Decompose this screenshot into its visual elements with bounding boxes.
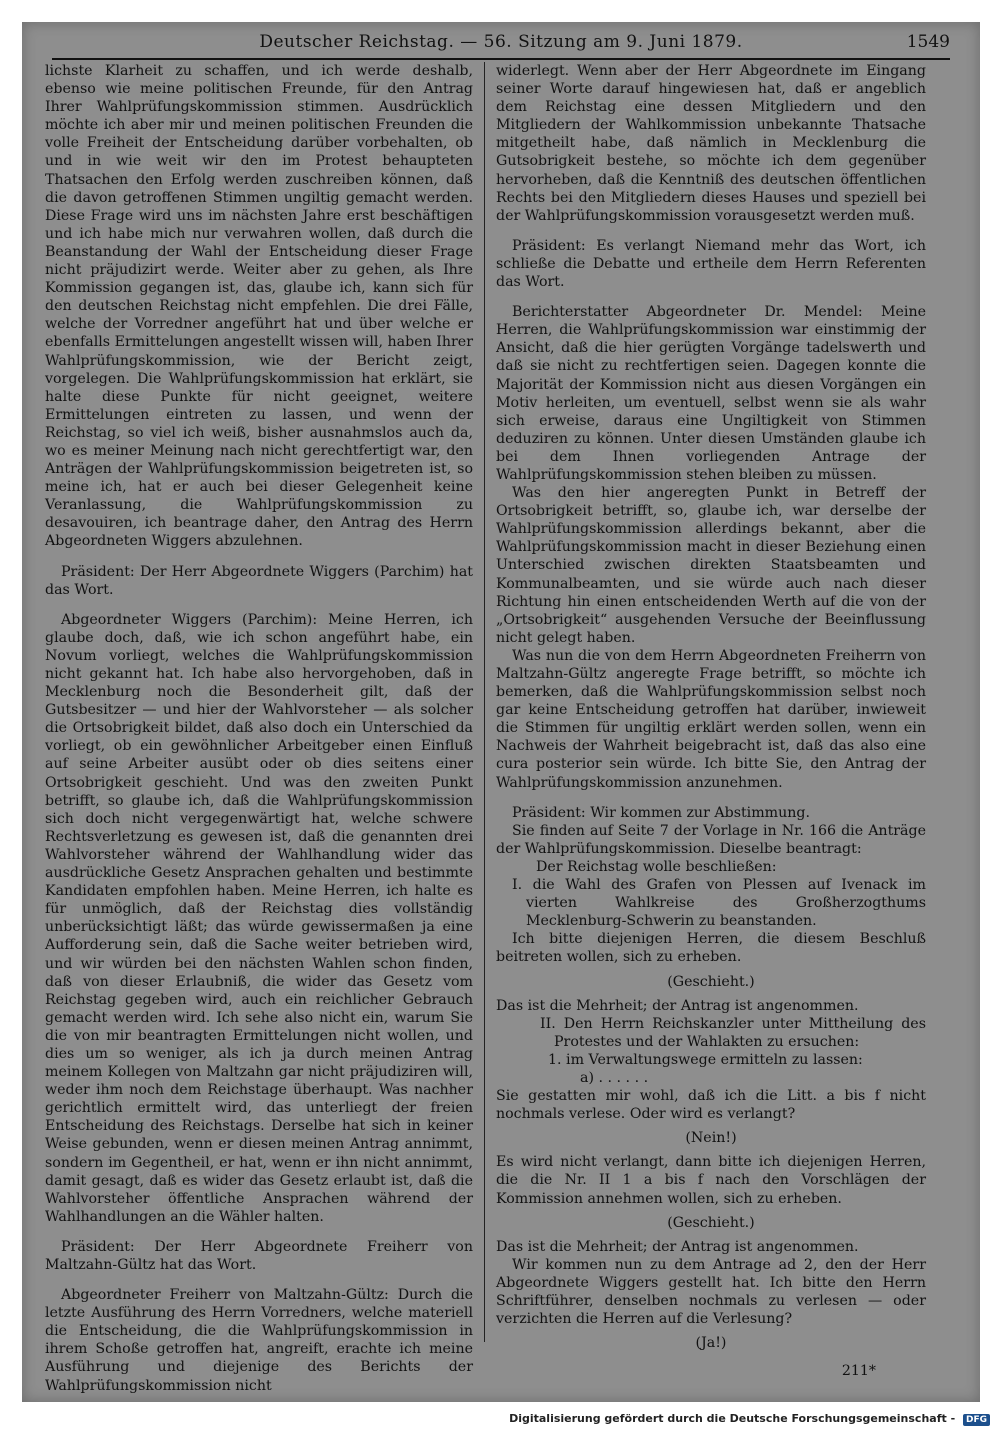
digitization-footer xyxy=(0,1412,990,1426)
signature-mark: 211* xyxy=(841,1363,876,1380)
paragraph: Ich bitte diejenigen Herren, die diesem Beschluß beitreten wollen, sich zu erheben. xyxy=(496,931,926,966)
speaker-paragraph: Abgeordneter Wiggers (Parchim): Meine Herren, ich glaube doch, daß, wie ich schon angeführt habe, ein Novum vorliegt, welches die Wahlprüfungskommission nicht gekannt hat. Ich habe also hervorgehoben, daß in Mecklenburg noch die Besonderheit gilt, daß der Gutsbesitzer — und hier der Wahlvorsteher — als solcher die Ortsobrigkeit bildet, daß also doch ein Unterschied da vorliegt, ob ein gewöhnlicher Arbeitgeber einen Einfluß auf seine Arbeiter ausübt oder ob dies seitens einer Ortsobrigkeit geschieht. Und was den zweiten Punkt betrifft, so glaube ich, daß die Wahlprüfungskommission sich doch nicht vergegenwärtigt hat, welche schwere Rechtsverletzung es gewesen ist, daß die genannten drei Wahlvorsteher während der Wahlhandlung wider das ausdrückliche Gesetz Ansprachen gehalten und bestimmte Kandidaten empfohlen haben. Meine Herren, ich halte es für unmöglich, daß der Reichstag dies vollständig unberücksichtigt läßt; das würde gewissermaßen ja eine Aufforderung sein, daß die Sache weiter betrieben wird, und wir würden bei den nächsten Wahlen schon finden, daß von dieser Erlaubniß, die wider das Gesetz vom Reichstag gegeben wird, auch ein reichlicher Gebrauch gemacht werden wird. Ich sehe also nicht ein, warum Sie die von mir beantragten Ermittelungen nicht wollen, und dies um so weniger, als ich ja durch meinen Antrag meinem Kollegen von Maltzahn gar nicht präjudiziren will, weder ihm noch dem Reichstage überhaupt. Was nachher gerichtlich ermittelt wird, das unterliegt der freien Entscheidung des Reichstags. Derselbe hat sich in keiner Weise gebunden, wenn er diesen meinen Antrag annimmt, sondern im Gegentheil, er hat, wenn er ihn nicht annimmt, damit gesagt, daß es wider das Gesetz erlaubt ist, daß die Wahlvorsteher öffentliche Ansprachen während der Wahlhandlungen an die Wähler halten. xyxy=(45,611,473,1225)
paragraph: Das ist die Mehrheit; der Antrag ist angenommen. xyxy=(496,1238,859,1255)
paragraph: Wir kommen nun zu dem Antrage ad 2, den der Herr Abgeordnete Wiggers gestellt hat. Ich bitte den Herrn Schriftführer, denselben nochmals zu verlesen — oder verzichten die Herren auf die Verlesung? xyxy=(496,1256,926,1328)
stage-direction: (Geschieht.) xyxy=(667,973,755,990)
proposal-subitem: 1. im Verwaltungswege ermitteln zu lassen: xyxy=(548,1051,863,1068)
stage-direction: (Nein!) xyxy=(685,1130,737,1147)
paragraph: Das ist die Mehrheit; der Antrag ist angenommen. xyxy=(496,997,859,1014)
paragraph: Sie finden auf Seite 7 der Vorlage in Nr. 166 die Anträge der Wahlprüfungskommission. Dieselbe beantragt: xyxy=(496,822,926,857)
proposal-item: II. Den Herrn Reichskanzler unter Mittheilung des Protestes und der Wahlakten zu ersuchen: xyxy=(540,1015,926,1050)
proposal-item: I. die Wahl des Grafen von Plessen auf Ivenack im vierten Wahlkreise des Großherzogthums Mecklenburg-Schwerin zu beanstanden. xyxy=(512,877,926,930)
left-column xyxy=(45,62,473,1394)
speaker-paragraph: Präsident: Es verlangt Niemand mehr das Wort, ich schließe die Debatte und ertheile dem Herrn Referenten das Wort. xyxy=(496,237,926,291)
proposal-subitem: a) . . . . . . xyxy=(580,1069,649,1086)
proposal-heading: Der Reichstag wolle beschließen: xyxy=(536,858,777,875)
speaker-paragraph: Präsident: Wir kommen zur Abstimmung. xyxy=(512,804,810,821)
speaker-paragraph: Präsident: Der Herr Abgeordnete Wiggers (Parchim) hat das Wort. xyxy=(45,563,473,598)
running-title: Deutscher Reichstag. — 56. Sitzung am 9. Juni 1879. xyxy=(259,32,743,52)
page-number: 1549 xyxy=(906,32,950,52)
paragraph: lichste Klarheit zu schaffen, und ich werde deshalb, ebenso wie meine politischen Freunde, für den Antrag Ihrer Wahlprüfungskommission stimmen. Ausdrücklich möchte ich aber mir und meinen politischen Freunden die volle Freiheit der Entscheidung darüber vorbehalten, ob und in wie weit wir den im Protest behaupteten Thatsachen den Erfolg werden zuschreiben können, daß die davon getroffenen Stimmen ungiltig gemacht werden. Diese Frage wird uns im nächsten Jahre erst beschäftigen und ich habe mich nur verwahren wollen, daß durch die Beanstandung der Wahl der Entscheidung dieser Frage nicht präjudizirt werde. Weiter aber zu gehen, als Ihre Kommission gegangen ist, das, glaube ich, kann sich für den deutschen Reichstag nicht empfehlen. Die drei Fälle, welche der Vorredner angeführt hat und über welche er ebenfalls Ermittelungen angestellt wissen will, haben Ihrer Wahlprüfungskommission, wie der Bericht zeigt, vorgelegen. Die Wahlprüfungskommission hat erklärt, sie halte diese Punkte für nicht geeignet, weitere Ermittelungen eintreten zu lassen, und wenn der Reichstag, so viel ich weiß, bisher ausnahmslos auch da, wo es meiner Meinung nach nicht gerechtfertigt war, den Anträgen der Wahlprüfungskommission beigetreten ist, so meine ich, hat er auch bei dieser Gelegenheit keine Veranlassung, die Wahlprüfungskommission zu desavouiren, ich beantrage daher, den Antrag des Herrn Abgeordneten Wiggers abzulehnen. xyxy=(45,63,473,550)
footer-text: Digitalisierung gefördert durch die Deutsche Forschungsgemeinschaft - xyxy=(509,1412,956,1425)
speaker-paragraph: Präsident: Der Herr Abgeordnete Freiherr von Maltzahn-Gültz hat das Wort. xyxy=(45,1238,473,1273)
stage-direction: (Geschieht.) xyxy=(667,1214,755,1231)
right-column xyxy=(496,62,926,1380)
paragraph: widerlegt. Wenn aber der Herr Abgeordnete im Eingang seiner Worte darauf hingewiesen hat, daß er angeblich dem Reichstag eine dessen Mitgliedern und den Mitgliedern der Wahlkommission unbekannte Thatsache mitgetheilt habe, daß nämlich in Mecklenburg die Gutsobrigkeit bestehe, so möchte ich dem gegenüber hervorheben, daß die Kenntniß des deutschen öffentlichen Rechts bei den Mitgliedern dieses Hauses und speziell bei der Wahlprüfungskommission vorausgesetzt werden muß. xyxy=(496,63,926,224)
paragraph: Es wird nicht verlangt, dann bitte ich diejenigen Herren, die die Nr. II 1 a bis f nach den Vorschlägen der Kommission annehmen wollen, sich zu erheben. xyxy=(496,1154,926,1207)
paragraph: Was den hier angeregten Punkt in Betreff der Ortsobrigkeit betrifft, so, glaube ich, war derselbe der Wahlprüfungskommission allerdings bekannt, aber die Wahlprüfungskommission macht in dieser Beziehung einen Unterschied zwischen direkten Staatsbeamten und Kommunalbeamten, und sie würde auch nach dieser Richtung hin einen entscheidenden Werth auf die von der „Ortsobrigkeit“ ausgehenden Versuche der Beeinflussung nicht gelegt haben. xyxy=(496,485,926,646)
speaker-paragraph: Abgeordneter Freiherr von Maltzahn-Gültz: Durch die letzte Ausführung des Herrn Vorredners, welche materiell die Entscheidung, die die Wahlprüfungskommission in ihrem Schoße getroffen hat, angreift, erachte ich meine Ausführung und diejenige des Berichts der Wahlprüfungskommission nicht xyxy=(45,1287,473,1394)
dfg-logo: DFG xyxy=(963,1414,990,1426)
stage-direction: (Ja!) xyxy=(695,1335,727,1352)
page-header xyxy=(52,30,950,60)
speaker-paragraph: Berichterstatter Abgeordneter Dr. Mendel: Meine Herren, die Wahlprüfungskommission war einstimmig der Ansicht, daß die hier gerügten Vorgänge tadelswerth und daß sie nicht zu rechtfertigen seien. Dagegen konnte die Majorität der Kommission nicht aus diesen Vorgängen ein Motiv herleiten, um eventuell, selbst wenn sie als wahr sich erweise, daraus eine Ungiltigkeit von Stimmen deduziren zu können. Unter diesen Umständen glaube ich bei dem Ihnen vorliegenden Antrage der Wahlprüfungskommission stehen bleiben zu müssen. xyxy=(496,304,926,483)
column-divider xyxy=(484,62,485,1342)
paragraph: Was nun die von dem Herrn Abgeordneten Freiherrn von Maltzahn-Gültz angeregte Frage betrifft, so möchte ich bemerken, daß die Wahlprüfungskommission selbst noch gar keine Entscheidung getroffen hat darüber, inwieweit die Stimmen für ungiltig erklärt werden sollen, wenn ein Nachweis der Wahrheit beigebracht ist, daß das also eine cura posterior sein würde. Ich bitte Sie, den Antrag der Wahlprüfungskommission anzunehmen. xyxy=(496,647,926,791)
paragraph: Sie gestatten mir wohl, daß ich die Litt. a bis f nicht nochmals verlese. Oder wird es verlangt? xyxy=(496,1088,926,1123)
